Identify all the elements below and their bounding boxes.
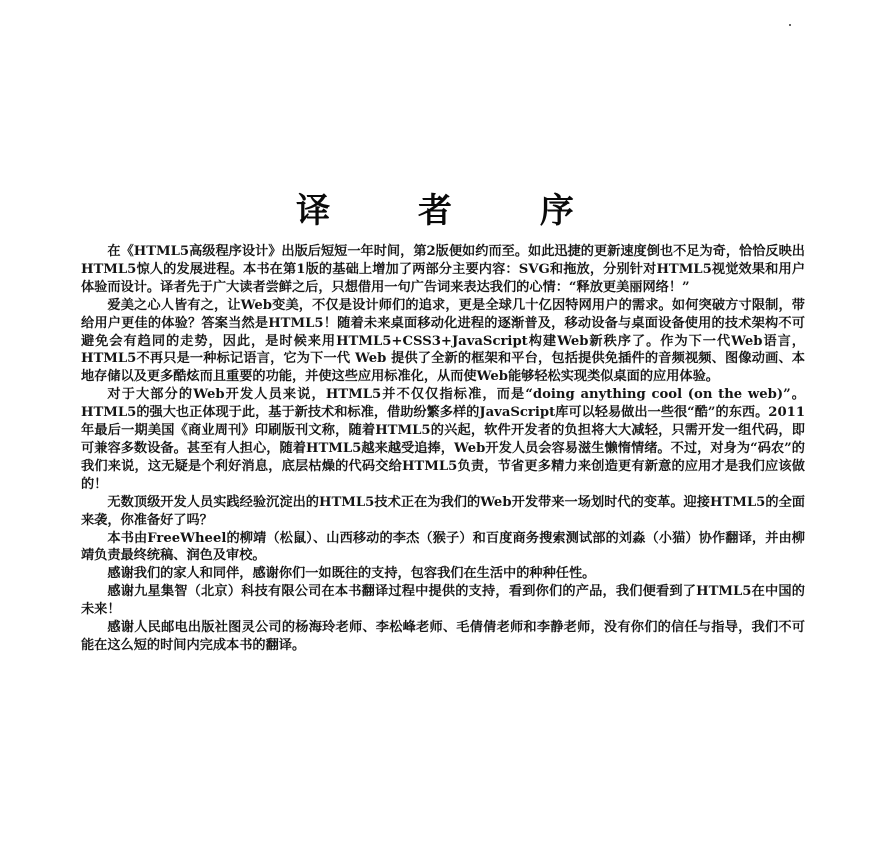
scan-speck <box>789 24 791 26</box>
paragraph-6: 感谢我们的家人和同伴，感谢你们一如既往的支持，包容我们在生活中的种种任性。 <box>107 566 596 582</box>
paragraph-1: 在《HTML5高级程序设计》出版后短短一年时间，第2版便如约而至。如此迅捷的更新速度倒也不足为奇，恰恰反映出HTML5惊人的发展进程。本书在第1版的基础上增加了两部分主要内容：SVG和拖放，分别针对HTML5视觉效果和用户体验而设计。译者先于广大读者尝鲜之后，只想借用一句广告词来表达我们的心情：“释放更美丽网络！” <box>81 244 805 295</box>
paragraph-7: 感谢九星集智（北京）科技有限公司在本书翻译过程中提供的支持，看到你们的产品，我们便看到了HTML5在中国的未来！ <box>81 584 805 618</box>
paragraph-8: 感谢人民邮电出版社图灵公司的杨海玲老师、李松峰老师、毛倩倩老师和李静老师，没有你们的信任与指导，我们不可能在这么短的时间内完成本书的翻译。 <box>81 620 805 653</box>
paragraph-4: 无数顶级开发人员实践经验沉淀出的HTML5技术正在为我们的Web开发带来一场划时代的变革。迎接HTML5的全面来袭，你准备好了吗？ <box>81 494 805 528</box>
paragraph-3: 对于大部分的Web开发人员来说，HTML5并不仅仅指标准，而是“doing anything cool (on the web)”。HTML5的强大也正体现于此，基于新技术和标准，借助纷繁多样的JavaScript库可以轻易做出一些很“酷”的东西。2011年最后一期美国《商业周刊》印刷版刊文称，随着HTML5的兴起，软件开发者的负担将大大减轻，只需开发一组代码，即可兼容多数设备。甚至有人担心，随着HTML5越来越受追捧，Web开发人员会容易滋生懒惰情绪。不过，对身为“码农”的我们来说，这无疑是个利好消息，底层枯燥的代码交给HTML5负责，节省更多精力来创造更有新意的应用才是我们应该做的！ <box>81 387 805 492</box>
paragraph-5: 本书由FreeWheel的柳靖（松鼠）、山西移动的李杰（猴子）和百度商务搜索测试部的刘淼（小猫）协作翻译，并由柳靖负责最终统稿、润色及审校。 <box>81 530 805 564</box>
paragraph-2: 爱美之心人皆有之，让Web变美，不仅是设计师们的追求，更是全球几十亿因特网用户的需求。如何突破方寸限制，带给用户更佳的体验？答案当然是HTML5！随着未来桌面移动化进程的逐渐普及，移动设备与桌面设备使用的技术架构不可避免会有趋同的走势，因此，是时候来用HTML5+CSS3+JavaScript构建Web新秩序了。作为下一代Web语言，HTML5不再只是一种标记语言，它为下一代 Web 提供了全新的框架和平台，包括提供免插件的音频视频、图像动画、本地存储以及更多酷炫而且重要的功能，并使这些应用标准化，从而使Web能够轻松实现类似桌面的应用体验。 <box>81 297 805 385</box>
page-title: 译 者 序 <box>296 190 612 231</box>
preface-body <box>81 243 805 655</box>
